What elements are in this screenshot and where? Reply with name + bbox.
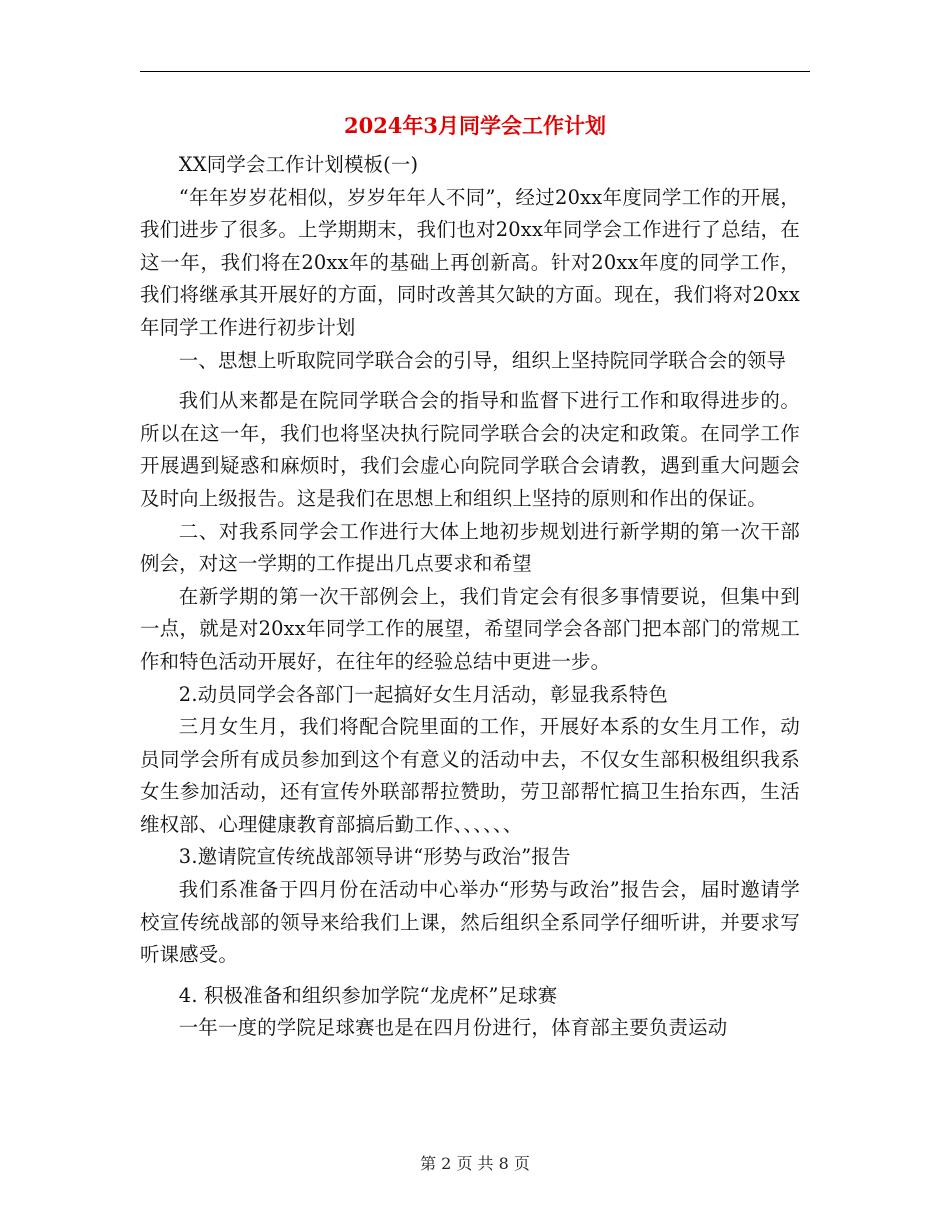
page-footer: 第 2 页 共 8 页 [420,1154,530,1173]
document-body [140,149,800,1045]
paragraph-section-1: 我们从来都是在院同学联合会的指导和监督下进行工作和取得进步的。所以在这一年，我们也将坚决执行院同学联合会的决定和政策。在同学工作开展遇到疑惑和麻烦时，我们会虚心向院同学联合会请教，遇到重大问题会及时向上级报告。这是我们在思想上和组织上坚持的原则和作出的保证。 [140,389,800,510]
paragraph-item-2: 三月女生月，我们将配合院里面的工作，开展好本系的女生月工作，动员同学会所有成员参加到这个有意义的活动中去，不仅女生部积极组织我系女生参加活动，还有宣传外联部帮拉赞助，劳卫部帮忙搞卫生抬东西，生活维权部、心理健康教育部搞后勤工作、、、、、、 [140,715,800,836]
document-title: 2024年3月同学会工作计划 [343,113,607,138]
header-rule [140,71,810,72]
paragraph-item-4: 一年一度的学院足球赛也是在四月份进行，体育部主要负责运动 [178,1016,728,1040]
paragraph-section-2: 在新学期的第一次干部例会上，我们肯定会有很多事情要说，但集中到一点，就是对20xx年同学工作的展望，希望同学会各部门把本部门的常规工作和特色活动开展好，在往年的经验总结中更进一步。 [140,584,800,673]
item-heading-3: 3.邀请院宣传统战部领导讲“形势与政治”报告 [178,845,571,869]
item-heading-4: 4. 积极准备和组织参加学院“龙虎杯”足球赛 [178,983,558,1007]
paragraph-item-3: 我们系准备于四月份在活动中心举办“形势与政治”报告会，届时邀请学校宣传统战部的领导来给我们上课，然后组织全系同学仔细听讲，并要求写听课感受。 [140,878,800,967]
section-heading-1: 一、思想上听取院同学联合会的引导，组织上坚持院同学联合会的领导 [178,348,787,372]
paragraph-intro: “年年岁岁花相似，岁岁年年人不同”，经过20xx年度同学工作的开展，我们进步了很多。上学期期末，我们也对20xx年同学会工作进行了总结，在这一年，我们将在20xx年的基础上再创新高。针对20xx年度的同学工作，我们将继承其开展好的方面，同时改善其欠缺的方面。现在，我们将对20xx年同学工作进行初步计划 [140,185,800,339]
paragraph-template-heading: XX同学会工作计划模板(一) [178,153,419,176]
section-heading-2: 二、对我系同学会工作进行大体上地初步规划进行新学期的第一次干部例会，对这一学期的工作提出几点要求和希望 [140,519,800,576]
item-heading-2: 2.动员同学会各部门一起搞好女生月活动，彰显我系特色 [178,682,668,706]
